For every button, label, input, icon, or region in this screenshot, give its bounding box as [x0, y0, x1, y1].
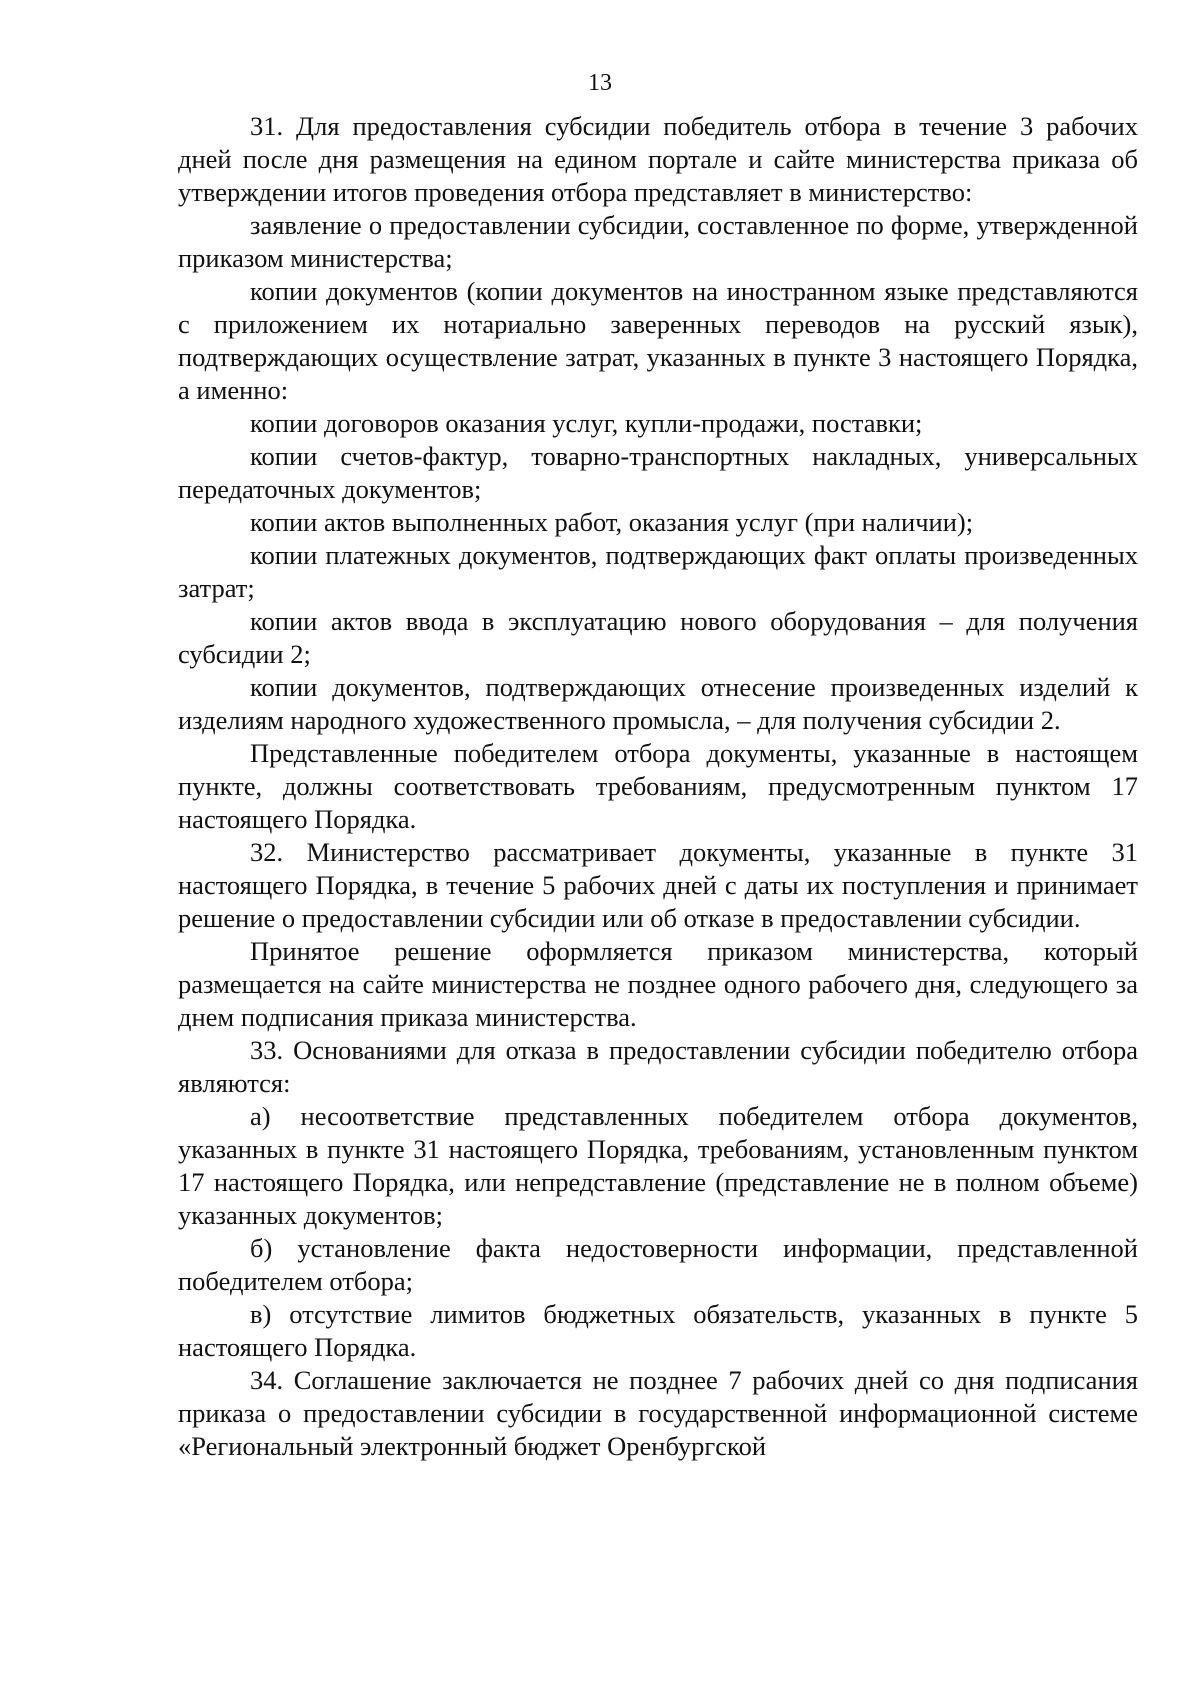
document-body: [178, 110, 1138, 1463]
paragraph-32: 32. Министерство рассматривает документы, указанные в пункте 31 настоящего Порядка, в течение 5 рабочих дней с даты их поступления и принимает решение о предоставлении субсидии или об отказе в предоставлении субсидии.: [178, 837, 1138, 933]
list-item-document-copies: копии документов (копии документов на иностранном языке представляются с приложением их нотариально заверенных переводов на русский язык), подтверждающих осуществление затрат, указанных в пункте 3 настоящего Порядка, а именно:: [178, 276, 1138, 405]
list-item-application: заявление о предоставлении субсидии, составленное по форме, утвержденной приказом министерства;: [178, 210, 1138, 273]
paragraph-33: 33. Основаниями для отказа в предоставлении субсидии победителю отбора являются:: [178, 1035, 1138, 1098]
list-item-folk-craft-documents: копии документов, подтверждающих отнесение произведенных изделий к изделиям народного художественного промысла, – для получения субсидии 2.: [178, 672, 1138, 735]
list-item-v: в) отсутствие лимитов бюджетных обязательств, указанных в пункте 5 настоящего Порядка.: [178, 1299, 1138, 1362]
list-item-contracts: копии договоров оказания услуг, купли-продажи, поставки;: [250, 408, 923, 438]
list-item-commissioning-acts: копии актов ввода в эксплуатацию нового оборудования – для получения субсидии 2;: [178, 606, 1138, 669]
list-item-payment-documents: копии платежных документов, подтверждающих факт оплаты произведенных затрат;: [178, 540, 1138, 603]
list-item-invoices: копии счетов-фактур, товарно-транспортных накладных, универсальных передаточных документов;: [178, 441, 1138, 504]
paragraph-requirements: Представленные победителем отбора документы, указанные в настоящем пункте, должны соответствовать требованиям, предусмотренным пунктом 17 настоящего Порядка.: [178, 738, 1138, 834]
list-item-work-acts: копии актов выполненных работ, оказания услуг (при наличии);: [250, 507, 974, 537]
paragraph-34: 34. Соглашение заключается не позднее 7 рабочих дней со дня подписания приказа о предоставлении субсидии в государственной информационной системе «Региональный электронный бюджет Оренбургской: [178, 1365, 1138, 1461]
page-number: 13: [588, 70, 612, 96]
list-item-a: а) несоответствие представленных победителем отбора документов, указанных в пункте 31 настоящего Порядка, требованиям, установленным пунктом 17 настоящего Порядка, или непредставление (представление не в полном объеме) указанных документов;: [178, 1101, 1138, 1230]
paragraph-decision: Принятое решение оформляется приказом министерства, который размещается на сайте министерства не позднее одного рабочего дня, следующего за днем подписания приказа министерства.: [178, 936, 1138, 1032]
list-item-b: б) установление факта недостоверности информации, представленной победителем отбора;: [178, 1233, 1138, 1296]
paragraph-31-intro: 31. Для предоставления субсидии победитель отбора в течение 3 рабочих дней после дня размещения на едином портале и сайте министерства приказа об утверждении итогов проведения отбора представляет в министерство:: [178, 111, 1138, 207]
